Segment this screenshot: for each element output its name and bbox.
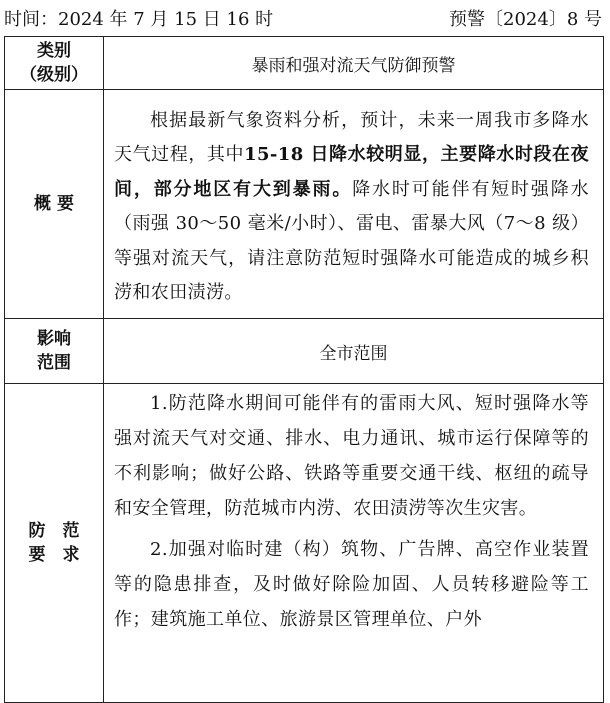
requirement-item-1: 1.防范降水期间可能伴有的雷雨大风、短时强降水等强对流天气对交通、排水、电力通讯、城市运行保障等的不利影响；做好公路、铁路等重要交通干线、枢纽的疏导和安全管理，防范城市内涝、农田渍涝等次生灾害。 — [114, 393, 589, 519]
requirements-label-line1: 防 范 — [28, 521, 80, 541]
summary-text-bold: 15-18 日降水较明显，主要降水时段在夜间，部分地区有大到暴雨。 — [114, 144, 589, 200]
row-scope — [5, 319, 604, 384]
type-label-line2: （级别） — [20, 65, 88, 85]
requirements-label-line2: 要 求 — [28, 545, 80, 565]
row-type — [5, 37, 604, 90]
summary-paragraph — [104, 98, 603, 311]
issue-time: 时间：2024 年 7 月 15 日 16 时 — [4, 9, 274, 30]
summary-label: 概 要 — [5, 90, 104, 319]
requirements-cell — [104, 384, 604, 703]
scope-label-line2: 范围 — [37, 353, 71, 373]
row-summary — [5, 90, 604, 319]
warning-number: 预警〔2024〕8 号 — [449, 9, 602, 30]
type-label — [5, 37, 104, 90]
summary-cell — [104, 90, 604, 319]
scope-value: 全市范围 — [104, 319, 604, 384]
scope-label — [5, 319, 104, 384]
row-requirements — [5, 384, 604, 703]
scope-label-line1: 影响 — [37, 329, 71, 349]
warning-table — [4, 36, 604, 703]
type-value: 暴雨和强对流天气防御预警 — [104, 37, 604, 90]
summary-text-part2: 降水时可能伴有短时强降水（雨强 30～50 毫米/小时）、雷电、雷暴大风（7～8 级）等强对流天气，请注意防范短时强降水可能造成的城乡积涝和农田渍涝。 — [114, 178, 589, 303]
document-header — [4, 6, 602, 34]
requirement-item-2: 2.加强对临时建（构）筑物、广告牌、高空作业装置等的隐患排查，及时做好除险加固、人员转移避险等工作；建筑施工单位、旅游景区管理单位、户外 — [114, 539, 589, 630]
type-label-line1: 类别 — [37, 41, 71, 61]
summary-text-part1: 根据最新气象资料分析，预计，未来一周我市多降水天气过程，其中 — [114, 109, 589, 165]
requirements-label — [5, 384, 104, 703]
